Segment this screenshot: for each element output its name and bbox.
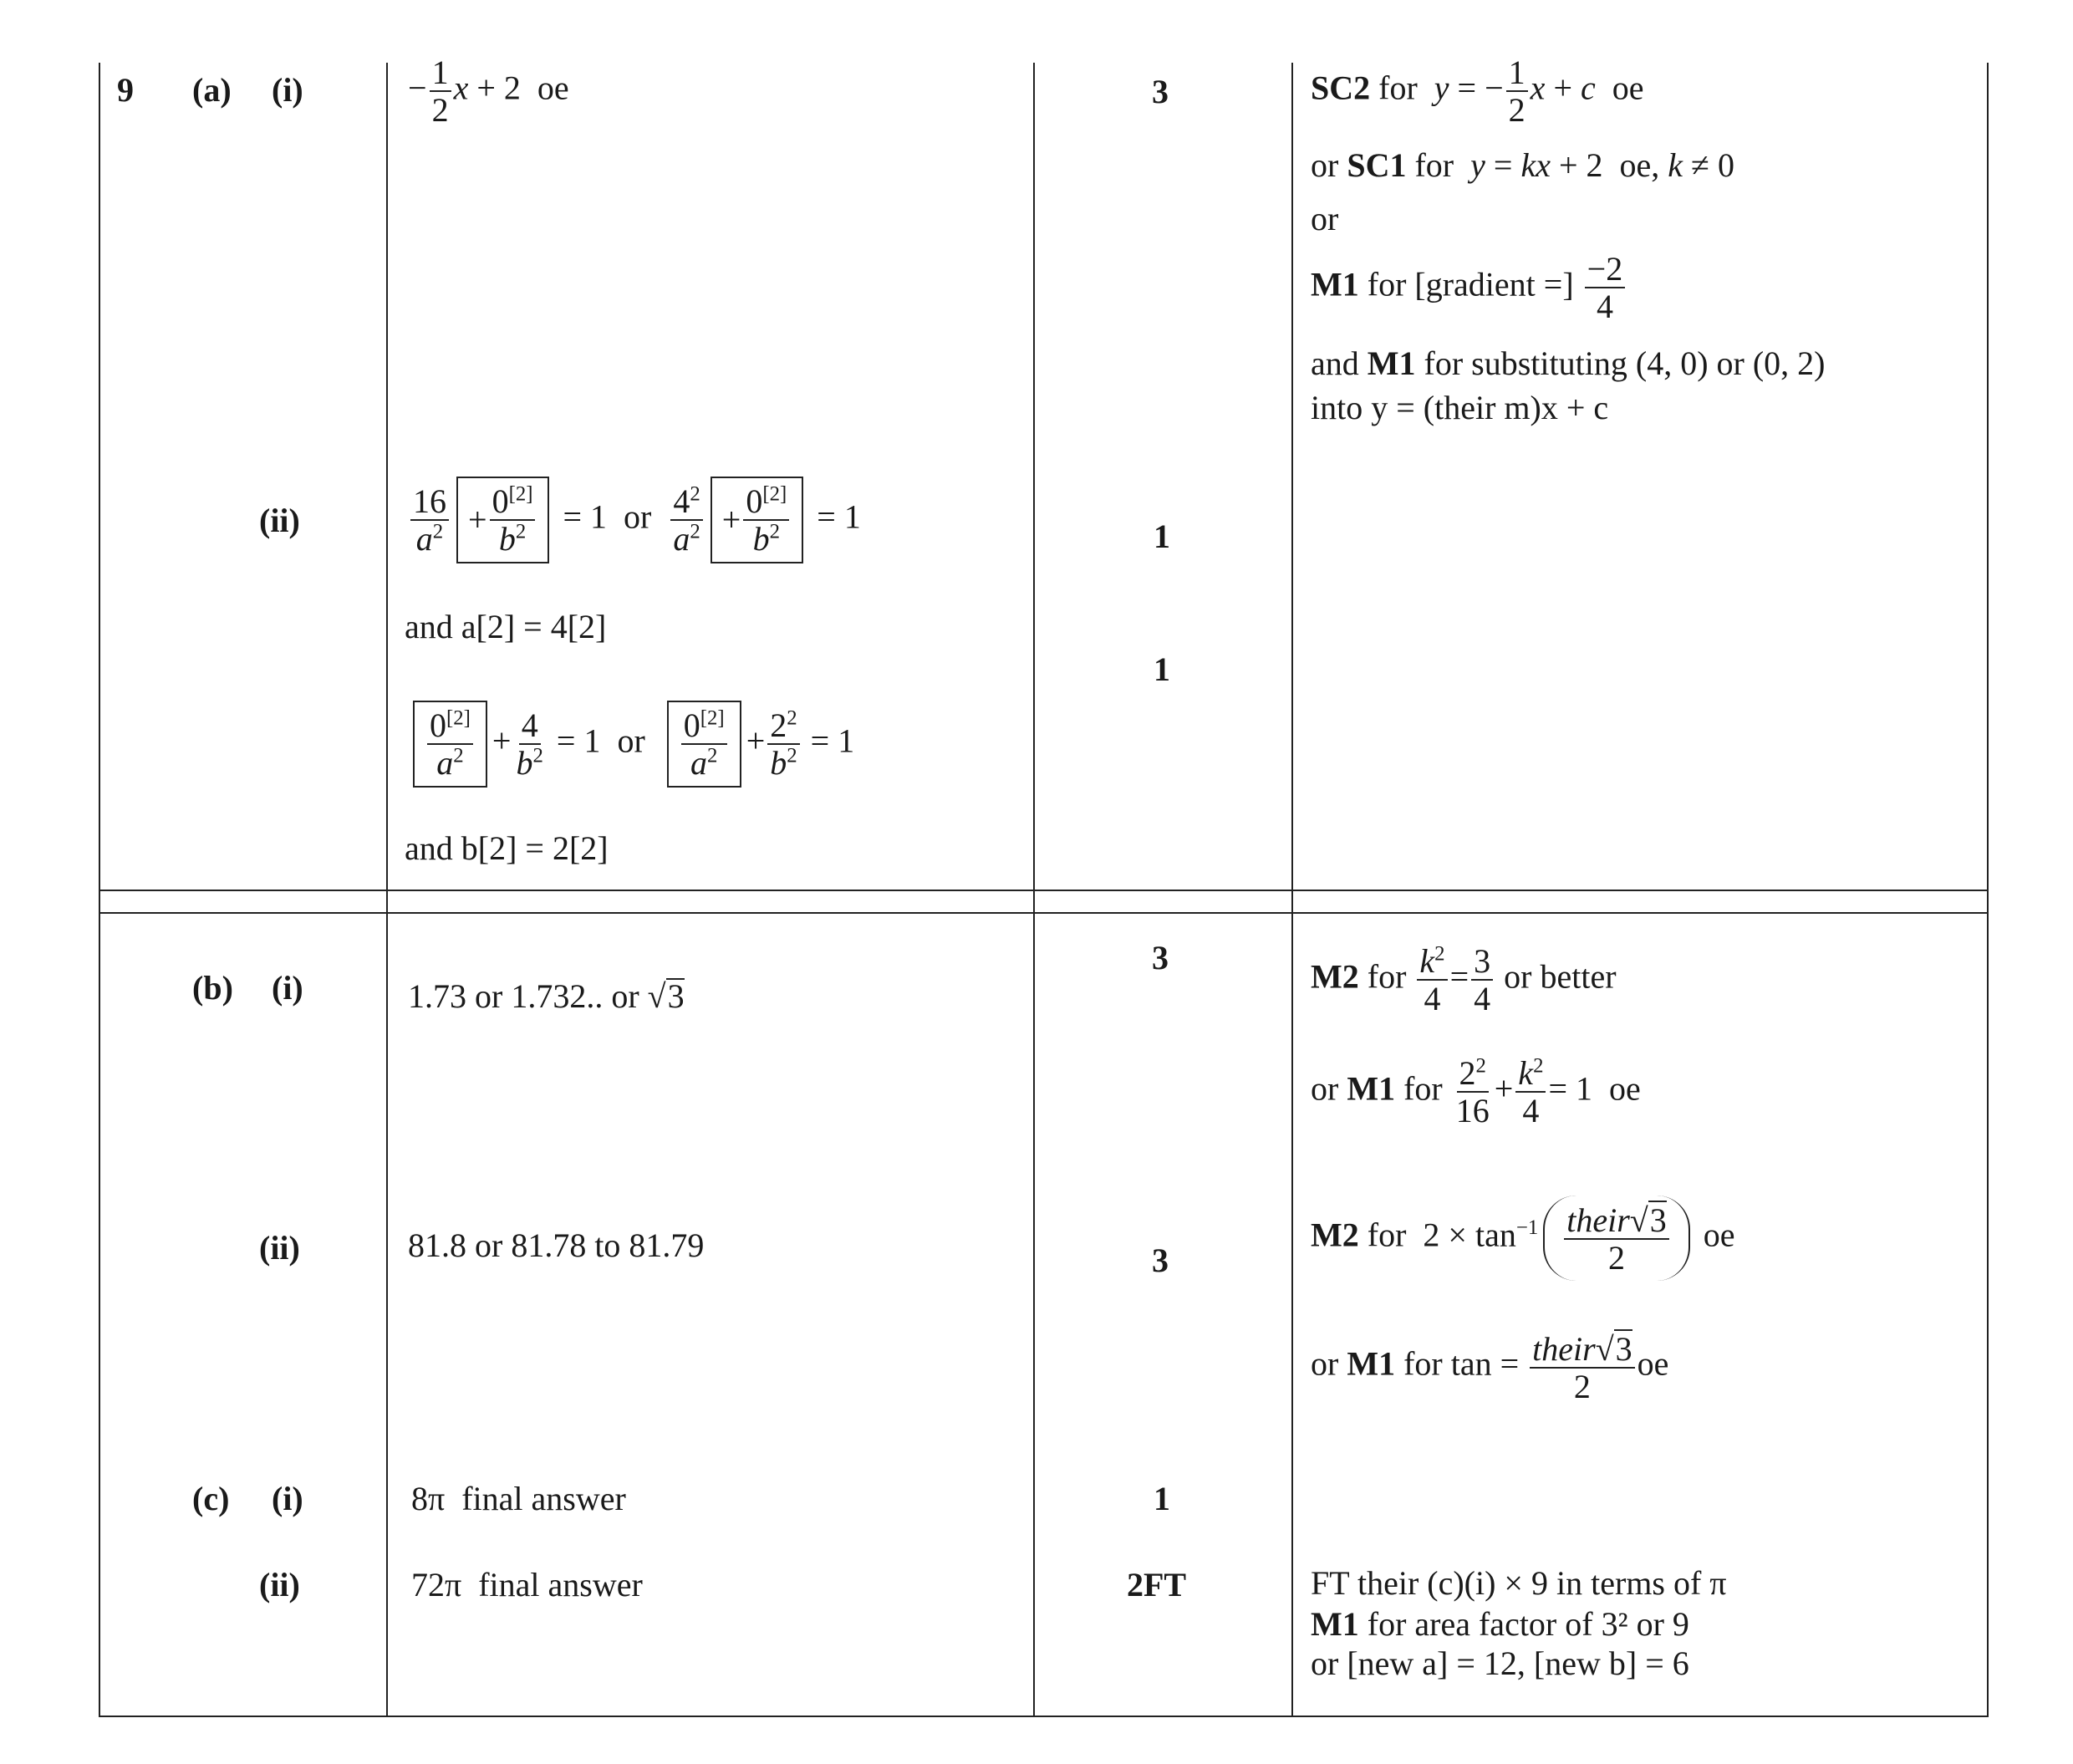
guidance-a-sc1: or SC1 for y = kx + 2 oe, k ≠ 0	[1311, 146, 1734, 184]
answer-b-i: 1.73 or 1.732.. or √3	[408, 977, 685, 1015]
row-divider-bottom	[99, 912, 1989, 914]
mark-c-i: 1	[1154, 1480, 1170, 1517]
guidance-c-line1: FT their (c)(i) × 9 in terms of π	[1311, 1564, 1727, 1602]
guidance-c-line2: M1 for area factor of 3² or 9	[1311, 1605, 1689, 1643]
part-b-ii-label: (ii)	[259, 1229, 300, 1267]
mark-c-ii: 2FT	[1127, 1566, 1187, 1603]
mark-a-ii-2: 1	[1154, 650, 1170, 688]
guidance-a-m1-substituting: and M1 for substituting (4, 0) or (0, 2)	[1311, 344, 1826, 382]
sqrt-three: 3	[667, 977, 685, 1015]
answer-a-ii-eq1: $\frac{16}{a^2}$ + 0[2] $b^2$ = 1 or $\frac{4^2}{a^2}$ + 0[2] $b^2$ = 1	[408, 477, 861, 563]
part-a-ii-label: (ii)	[259, 502, 300, 539]
table-bottom-border	[99, 1716, 1989, 1717]
mark-b-i: 3	[1152, 939, 1169, 976]
answer-c-ii: 72π final answer	[411, 1566, 643, 1603]
guidance-b-ii-m2: M2 for $2 \times \tan^{-1}$ their√3 2 oe	[1311, 1196, 1735, 1281]
answer-a-ii-and-b: and b[2] = 2[2]	[405, 829, 609, 867]
guidance-a-sc2: SC2 for y = − $\frac{1}{2}$ x + c oe	[1311, 54, 1644, 130]
part-b-label: (b)	[192, 969, 233, 1007]
mark-a-i: 3	[1152, 73, 1169, 110]
guidance-a-or: or	[1311, 200, 1339, 237]
guidance-a-into: into y = (their m)x + c	[1311, 389, 1609, 426]
mark-a-ii-1: 1	[1154, 517, 1170, 555]
part-c-ii-label: (ii)	[259, 1566, 300, 1603]
answer-a-i-oe: oe	[537, 69, 569, 107]
row-divider-top	[99, 890, 1989, 891]
guidance-b-i-m2: M2 for $\frac{k^2}{4}$ = $\frac{3}{4}$ or better	[1311, 942, 1617, 1018]
part-c-i-label: (i)	[272, 1480, 303, 1517]
guidance-b-ii-m1: or M1 for tan = their√3 2 oe	[1311, 1330, 1669, 1406]
answer-a-ii-and-a: and a[2] = 4[2]	[405, 608, 607, 645]
guidance-b-i-m1: or M1 for $\frac{2^2}{16}$ + $\frac{k^2}{4}$ = 1 oe	[1311, 1054, 1641, 1130]
question-number: 9	[117, 71, 134, 109]
answer-a-ii-eq2: 0[2] $a^2$ + $\frac{4}{b^2}$ = 1 or 0[2] $a^2$ + $\frac{2^2}{b^2}$ = 1	[408, 701, 854, 788]
answer-a-i: − $\frac{1}{2}$ x + 2 oe	[408, 54, 569, 130]
guidance-c-line3: or [new a] = 12, [new b] = 6	[1311, 1644, 1689, 1682]
guidance-a-m1-gradient: M1 for [gradient =] $\frac{-2}{4}$	[1311, 251, 1627, 324]
part-a-label: (a)	[192, 71, 232, 109]
part-c-label: (c)	[192, 1480, 230, 1517]
part-b-i-label: (i)	[272, 969, 303, 1007]
mark-b-ii: 3	[1152, 1241, 1169, 1279]
answer-c-i: 8π final answer	[411, 1480, 626, 1517]
part-a-i-label: (i)	[272, 71, 303, 109]
fraction-neg-half: $\frac{1}{2}$	[430, 54, 451, 128]
answer-b-ii: 81.8 or 81.78 to 81.79	[408, 1226, 705, 1264]
